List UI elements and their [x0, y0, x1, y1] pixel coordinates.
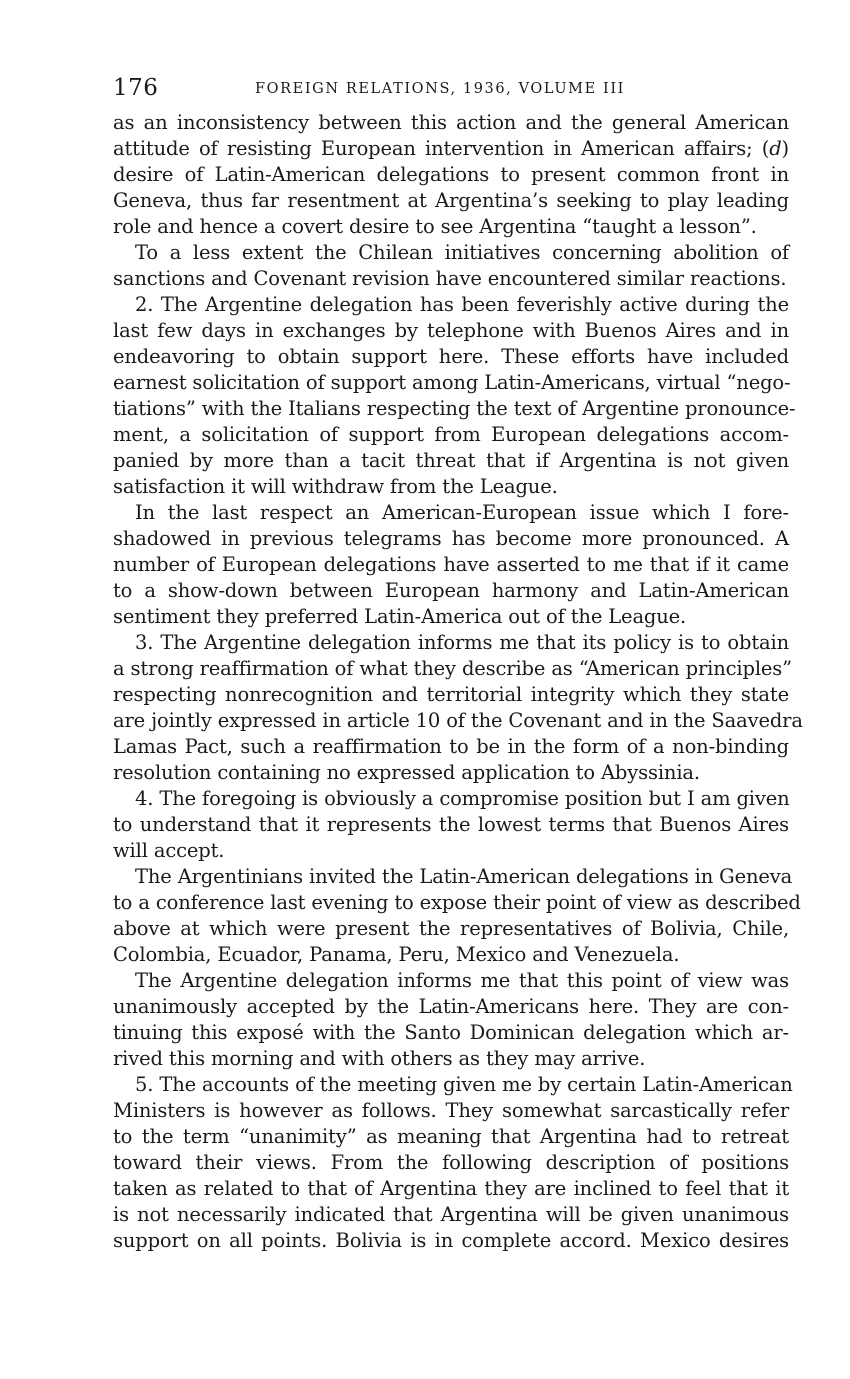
- running-header: [113, 74, 789, 102]
- running-title: FOREIGN RELATIONS, 1936, VOLUME III: [255, 81, 625, 97]
- paragraph: [113, 864, 801, 968]
- text-line: a strong reaffirmation of what they describe as “American principles”: [113, 657, 792, 680]
- italic-letter: d: [769, 137, 782, 160]
- text-line: number of European delegations have asserted to me that if it came: [113, 553, 789, 576]
- text-line: 5. The accounts of the meeting given me by certain Latin-American: [135, 1073, 793, 1096]
- text-line: Ministers is however as follows. They somewhat sarcastically refer: [113, 1099, 789, 1122]
- text-line: last few days in exchanges by telephone with Buenos Aires and in: [113, 319, 789, 342]
- text-line: panied by more than a tacit threat that if Argentina is not given: [113, 449, 789, 472]
- text-line: ment, a solicitation of support from European delegations accom-: [113, 423, 789, 446]
- text-line: tinuing this exposé with the Santo Dominican delegation which ar-: [113, 1021, 789, 1044]
- text-line: 2. The Argentine delegation has been feverishly active during the: [135, 293, 789, 316]
- text-line: attitude of resisting European intervention in American affairs; (d): [113, 137, 789, 160]
- text-line: shadowed in previous telegrams has become more pronounced. A: [113, 527, 789, 550]
- text-line: to understand that it represents the lowest terms that Buenos Aires: [113, 813, 789, 836]
- paragraph: [113, 292, 796, 500]
- text-line: resolution containing no expressed application to Abyssinia.: [113, 761, 700, 784]
- page-number: 176: [113, 75, 159, 101]
- text-line: is not necessarily indicated that Argentina will be given unanimous: [113, 1203, 789, 1226]
- text-line: desire of Latin-American delegations to present common front in: [113, 163, 789, 186]
- text-line: In the last respect an American-European issue which I fore-: [135, 501, 789, 524]
- text-line: are jointly expressed in article 10 of the Covenant and in the Saavedra: [113, 709, 803, 732]
- paragraph: [113, 240, 789, 292]
- text-line: to a show-down between European harmony and Latin-American: [113, 579, 789, 602]
- text-line: The Argentine delegation informs me that this point of view was: [135, 969, 789, 992]
- text-line: Lamas Pact, such a reaffirmation to be in the form of a non-binding: [113, 735, 789, 758]
- text-line: The Argentinians invited the Latin-American delegations in Geneva: [135, 865, 793, 888]
- text-line: 3. The Argentine delegation informs me that its policy is to obtain: [135, 631, 789, 654]
- text-line: rived this morning and with others as they may arrive.: [113, 1047, 646, 1070]
- paragraph: [113, 786, 789, 864]
- text-line: endeavoring to obtain support here. These efforts have included: [113, 345, 789, 368]
- text-line: role and hence a covert desire to see Argentina “taught a lesson”.: [113, 215, 757, 238]
- text-line: tiations” with the Italians respecting the text of Argentine pronounce-: [113, 397, 796, 420]
- text-line: Geneva, thus far resentment at Argentina’s seeking to play leading: [113, 189, 789, 212]
- text-line: Colombia, Ecuador, Panama, Peru, Mexico and Venezuela.: [113, 943, 680, 966]
- text-line: respecting nonrecognition and territorial integrity which they state: [113, 683, 789, 706]
- text-line: to a conference last evening to expose their point of view as described: [113, 891, 801, 914]
- text-line: support on all points. Bolivia is in complete accord. Mexico desires: [113, 1229, 789, 1252]
- text-line: sanctions and Covenant revision have encountered similar reactions.: [113, 267, 787, 290]
- text-line: taken as related to that of Argentina they are inclined to feel that it: [113, 1177, 789, 1200]
- paragraph: [113, 500, 789, 630]
- paragraph: [113, 110, 789, 240]
- text-line: will accept.: [113, 839, 225, 862]
- text-line: as an inconsistency between this action and the general American: [113, 111, 789, 134]
- document-page: [113, 74, 803, 1254]
- text-line: to the term “unanimity” as meaning that Argentina had to retreat: [113, 1125, 789, 1148]
- body-text: [113, 110, 803, 1254]
- text-line: toward their views. From the following description of positions: [113, 1151, 789, 1174]
- text-line: 4. The foregoing is obviously a compromise position but I am given: [135, 787, 790, 810]
- text-line: earnest solicitation of support among Latin-Americans, virtual “nego-: [113, 371, 791, 394]
- text-line: sentiment they preferred Latin-America out of the League.: [113, 605, 687, 628]
- paragraph: [113, 968, 789, 1072]
- text-line: satisfaction it will withdraw from the League.: [113, 475, 558, 498]
- text-line: To a less extent the Chilean initiatives concerning abolition of: [135, 241, 789, 264]
- text-line: above at which were present the representatives of Bolivia, Chile,: [113, 917, 789, 940]
- paragraph: [113, 1072, 793, 1254]
- text-line: unanimously accepted by the Latin-Americans here. They are con-: [113, 995, 789, 1018]
- paragraph: [113, 630, 803, 786]
